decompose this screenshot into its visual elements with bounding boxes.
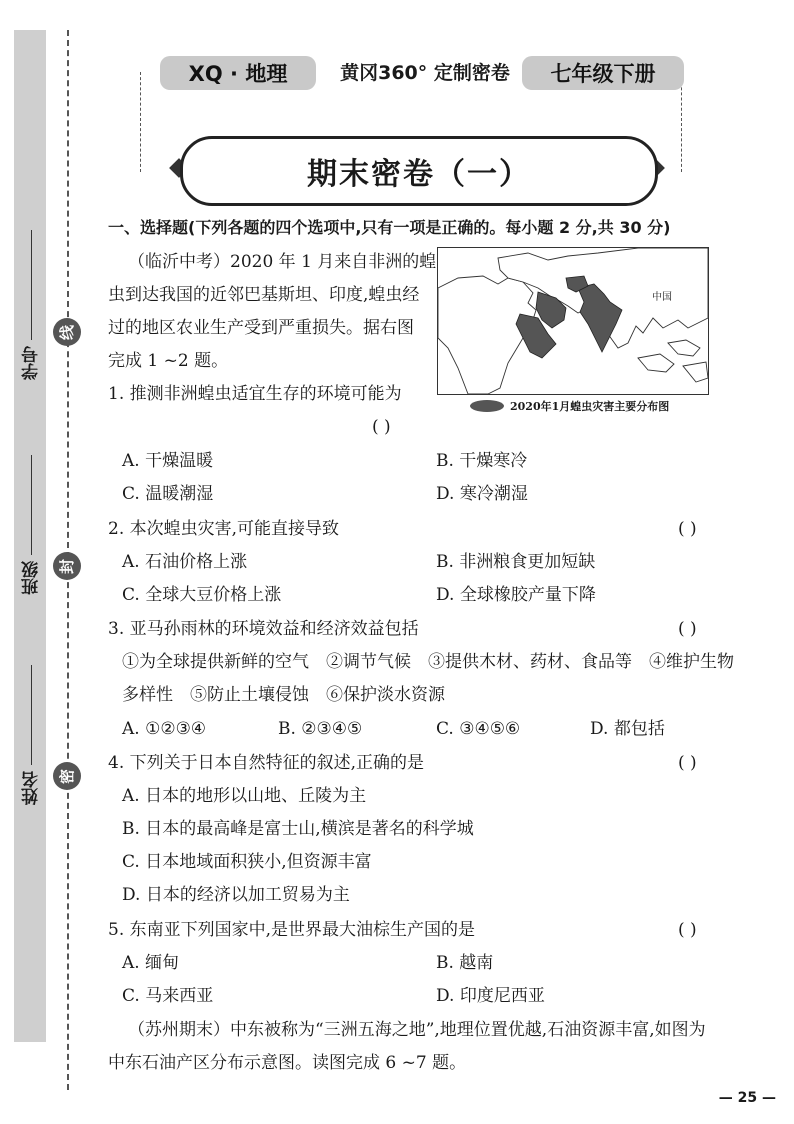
q3-statements-line-1: ①为全球提供新鲜的空气 ②调节气候 ③提供木材、药材、食品等 ④维护生物 — [122, 652, 734, 672]
class-field[interactable]: 班级 — [16, 455, 46, 595]
page-number: — 25 — — [718, 1090, 776, 1106]
page-title: 期末密卷（一） — [180, 136, 658, 206]
q3-option-b[interactable]: B. ②③④⑤ — [278, 719, 363, 739]
subject-badge: XQ · 地理 — [160, 56, 316, 90]
seal-line: 线 — [53, 318, 81, 346]
name-field[interactable]: 姓名 — [16, 665, 46, 805]
intro1-line-2: 虫到达我国的近邻巴基斯坦、印度,蝗虫经 — [108, 285, 420, 305]
q1-stem: 1. 推测非洲蝗虫适宜生存的环境可能为 — [108, 384, 402, 404]
q3-statements-line-2: 多样性 ⑤防止土壤侵蚀 ⑥保护淡水资源 — [122, 685, 445, 705]
intro2-line-1: （苏州期末）中东被称为“三洲五海之地”,地理位置优越,石油资源丰富,如图为 — [128, 1020, 706, 1040]
q1-option-c[interactable]: C. 温暖潮湿 — [122, 484, 214, 504]
seal-secret: 密 — [53, 762, 81, 790]
china-label: 中国 — [652, 292, 672, 303]
intro1-line-1: （临沂中考）2020 年 1 月来自非洲的蝗 — [128, 252, 437, 272]
locust-map — [437, 247, 709, 395]
q1-answer-blank[interactable]: ( ) — [372, 417, 391, 437]
q5-option-b[interactable]: B. 越南 — [436, 953, 494, 973]
q5-option-c[interactable]: C. 马来西亚 — [122, 986, 214, 1006]
q2-stem: 2. 本次蝗虫灾害,可能直接导致 — [108, 519, 340, 539]
q2-option-c[interactable]: C. 全球大豆价格上涨 — [122, 585, 282, 605]
q2-option-d[interactable]: D. 全球橡胶产量下降 — [436, 585, 596, 605]
island-shape — [668, 340, 700, 356]
island-shape-3 — [683, 362, 708, 382]
grade-badge: 七年级下册 — [522, 56, 684, 90]
seal-seal: 封 — [53, 552, 81, 580]
q5-stem: 5. 东南亚下列国家中,是世界最大油棕生产国的是 — [108, 920, 476, 940]
q5-option-a[interactable]: A. 缅甸 — [122, 953, 180, 973]
q4-option-d[interactable]: D. 日本的经济以加工贸易为主 — [122, 885, 350, 905]
section-heading: 一、选择题(下列各题的四个选项中,只有一项是正确的。每小题 2 分,共 30 分) — [108, 218, 671, 237]
legend-swatch — [470, 400, 504, 412]
q1-option-a[interactable]: A. 干燥温暖 — [122, 451, 214, 471]
q4-stem: 4. 下列关于日本自然特征的叙述,正确的是 — [108, 753, 425, 773]
student-id-field[interactable]: 学号 — [16, 230, 46, 380]
q4-option-a[interactable]: A. 日本的地形以山地、丘陵为主 — [122, 786, 367, 806]
map-graphic — [438, 248, 708, 394]
q4-option-c[interactable]: C. 日本地域面积狭小,但资源丰富 — [122, 852, 372, 872]
q3-answer-blank[interactable]: ( ) — [678, 619, 697, 639]
q5-option-d[interactable]: D. 印度尼西亚 — [436, 986, 545, 1006]
q1-option-b[interactable]: B. 干燥寒冷 — [436, 451, 528, 471]
q2-option-a[interactable]: A. 石油价格上涨 — [122, 552, 248, 572]
q3-option-d[interactable]: D. 都包括 — [590, 719, 665, 739]
q2-option-b[interactable]: B. 非洲粮食更加短缺 — [436, 552, 596, 572]
island-shape-2 — [638, 354, 674, 372]
q4-answer-blank[interactable]: ( ) — [678, 753, 697, 773]
q3-option-c[interactable]: C. ③④⑤⑥ — [436, 719, 521, 739]
q3-option-a[interactable]: A. ①②③④ — [122, 719, 207, 739]
q1-option-d[interactable]: D. 寒冷潮湿 — [436, 484, 528, 504]
q2-answer-blank[interactable]: ( ) — [678, 519, 697, 539]
map-caption: 2020年1月蝗虫灾害主要分布图 — [470, 398, 669, 414]
q3-stem: 3. 亚马孙雨林的环境效益和经济效益包括 — [108, 619, 419, 639]
intro1-line-4: 完成 1 ~2 题。 — [108, 351, 229, 371]
q5-answer-blank[interactable]: ( ) — [678, 920, 697, 940]
intro1-line-3: 过的地区农业生产受到严重损失。据右图 — [108, 318, 414, 338]
q4-option-b[interactable]: B. 日本的最高峰是富士山,横滨是著名的科学城 — [122, 819, 474, 839]
series-title: 黄冈360° 定制密卷 — [340, 62, 510, 84]
intro2-line-2: 中东石油产区分布示意图。读图完成 6 ~7 题。 — [108, 1053, 467, 1073]
